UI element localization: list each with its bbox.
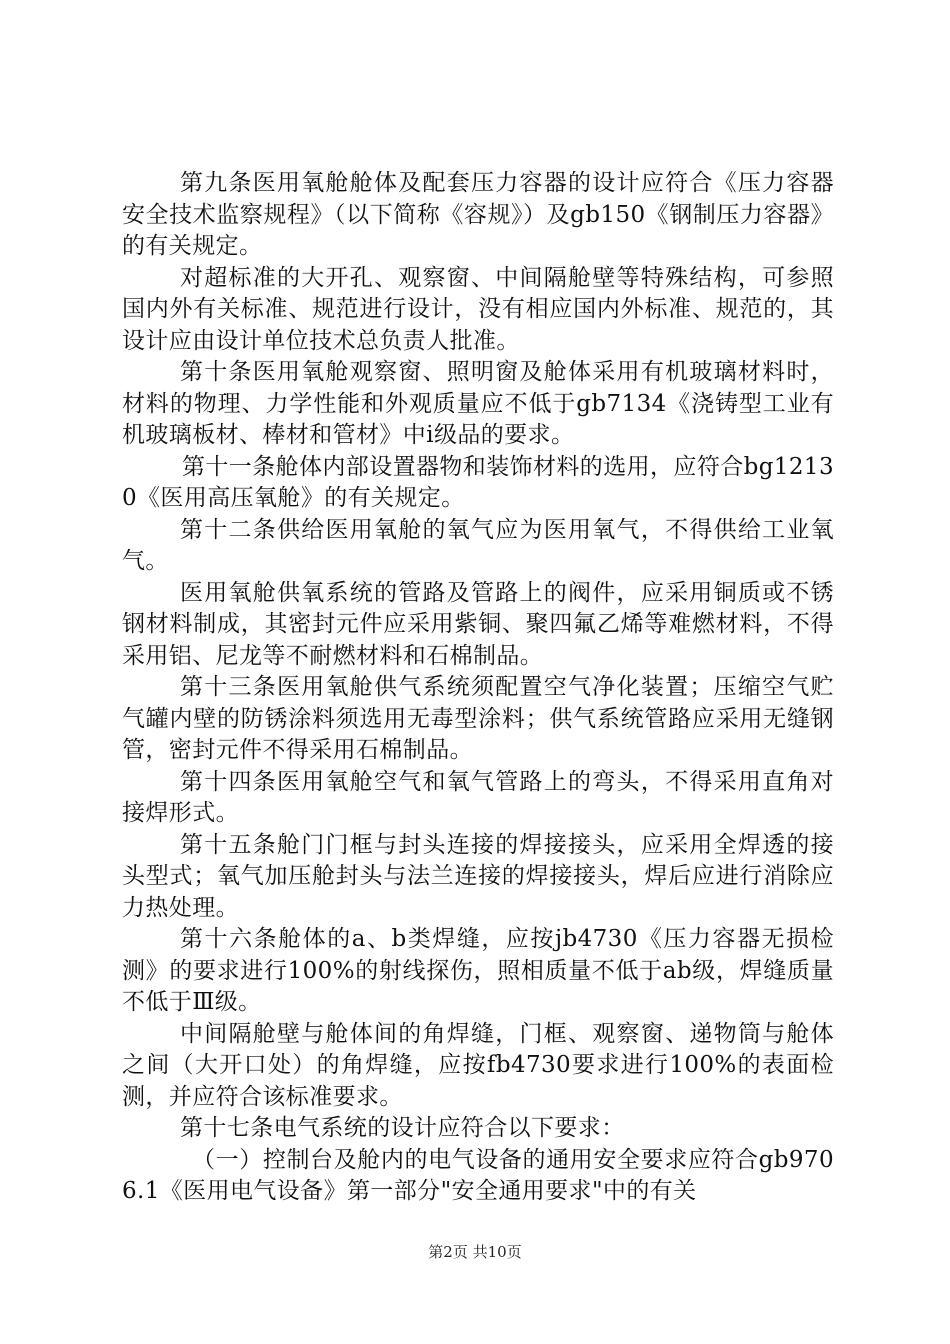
paragraph-article-13: 第十三条医用氧舱供气系统须配置空气净化装置；压缩空气贮气罐内壁的防锈涂料须选用无毒型涂料；供气系统管路应采用无缝钢管，密封元件不得采用石棉制品。: [122, 674, 834, 763]
paragraph-article-11: 第十一条舱体内部设置器物和装饰材料的选用，应符合bg12130《医用高压氧舱》的有关规定。: [122, 453, 834, 511]
paragraph-large-openings: 对超标准的大开孔、观察窗、中间隔舱壁等特殊结构，可参照国内外有关标准、规范进行设计，没有相应国内外标准、规范的，其设计应由设计单位技术总负责人批准。: [122, 264, 834, 354]
paragraph-article-9: 第九条医用氧舱舱体及配套压力容器的设计应符合《压力容器安全技术监察规程》（以下简称《容规》）及gb150《钢制压力容器》的有关规定。: [122, 170, 834, 259]
paragraph-oxygen-supply-piping: 医用氧舱供氧系统的管路及管路上的阀件，应采用铜质或不锈钢材料制成，其密封元件应采用紫铜、聚四氟乙烯等难燃材料，不得采用铝、尼龙等不耐燃材料和石棉制品。: [122, 579, 834, 669]
page-number: 第2页 共10页: [428, 1243, 522, 1261]
paragraph-item-1: （一）控制台及舱内的电气设备的通用安全要求应符合gb9706.1《医用电气设备》第一部分"安全通用要求"中的有关: [122, 1146, 834, 1204]
paragraph-article-16: 第十六条舱体的a、b类焊缝，应按jb4730《压力容器无损检测》的要求进行100%的射线探伤，照相质量不低于ab级，焊缝质量不低于Ⅲ级。: [122, 926, 834, 1015]
paragraph-fillet-welds: 中间隔舱壁与舱体间的角焊缝，门框、观察窗、递物筒与舱体之间（大开口处）的角焊缝，应按fb4730要求进行100%的表面检测，并应符合该标准要求。: [122, 1020, 834, 1110]
paragraph-article-15: 第十五条舱门门框与封头连接的焊接接头，应采用全焊透的接头型式；氧气加压舱封头与法兰连接的焊接接头，焊后应进行消除应力热处理。: [122, 831, 834, 921]
paragraph-article-12: 第十二条供给医用氧舱的氧气应为医用氧气，不得供给工业氧气。: [122, 516, 834, 574]
paragraph-article-14: 第十四条医用氧舱空气和氧气管路上的弯头，不得采用直角对接焊形式。: [122, 768, 834, 826]
document-body: [122, 168, 834, 1208]
paragraph-article-17: 第十七条电气系统的设计应符合以下要求：: [180, 1115, 625, 1141]
paragraph-article-10: 第十条医用氧舱观察窗、照明窗及舱体采用有机玻璃材料时，材料的物理、力学性能和外观质量应不低于gb7134《浇铸型工业有机玻璃板材、棒材和管材》中i级品的要求。: [122, 359, 834, 448]
